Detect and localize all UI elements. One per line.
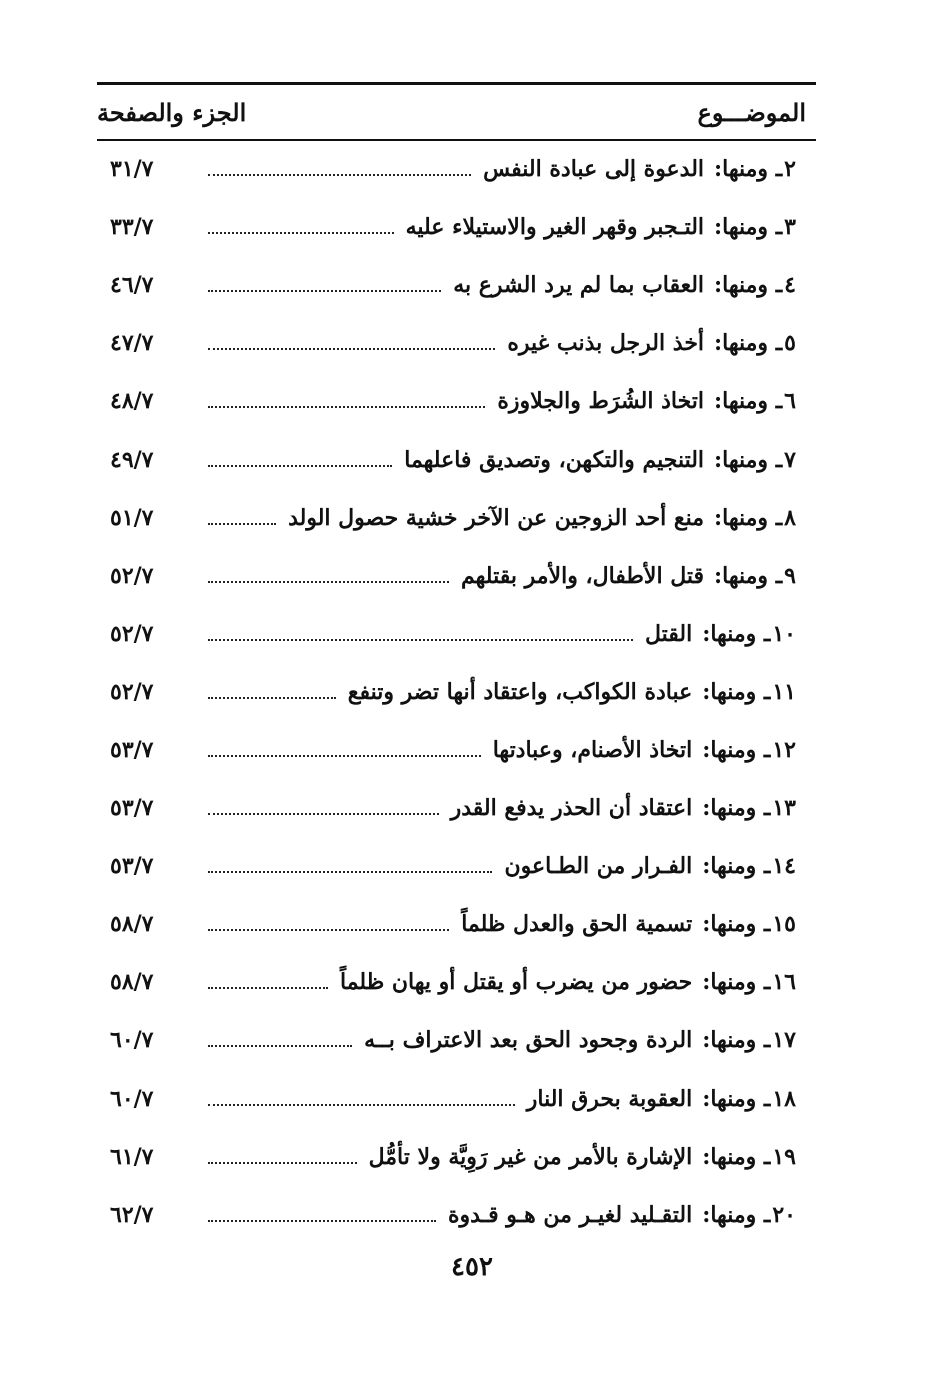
toc-entry bbox=[110, 372, 796, 430]
dot-leader bbox=[208, 755, 481, 757]
entry-title: الدعوة إلى عبادة النفس bbox=[483, 156, 705, 183]
entry-title: القتل bbox=[644, 620, 693, 647]
entry-reference: ٦٠/٧ bbox=[110, 1085, 154, 1112]
entry-lead: ـ ومنها: bbox=[702, 795, 771, 822]
entry-reference: ٥٢/٧ bbox=[110, 562, 154, 589]
entry-title: منع أحد الزوجين عن الآخر خشية حصول الولد bbox=[288, 504, 705, 531]
entry-number: ٥ bbox=[784, 330, 796, 357]
toc-entry bbox=[110, 430, 796, 488]
entry-title: الفـرار من الطـاعون bbox=[504, 853, 693, 880]
entry-lead: ـ ومنها: bbox=[702, 736, 771, 763]
entry-reference: ٤٨/٧ bbox=[110, 388, 154, 415]
entry-number: ٣ bbox=[784, 214, 796, 241]
toc-entry bbox=[110, 489, 796, 547]
header-top-rule bbox=[97, 82, 816, 85]
entry-title: حضور من يضرب أو يقتل أو يهان ظلماً bbox=[340, 969, 693, 996]
entry-lead: ـ ومنها: bbox=[714, 156, 783, 183]
entry-title: التنجيم والتكهن، وتصديق فاعلهما bbox=[404, 446, 705, 473]
dot-leader bbox=[208, 581, 449, 583]
entry-lead: ـ ومنها: bbox=[714, 562, 783, 589]
entry-lead: ـ ومنها: bbox=[702, 853, 771, 880]
dot-leader bbox=[208, 232, 394, 234]
entry-reference: ٥٣/٧ bbox=[110, 853, 154, 880]
entry-lead: ـ ومنها: bbox=[702, 1027, 771, 1054]
entry-lead: ـ ومنها: bbox=[702, 620, 771, 647]
entry-reference: ٥٣/٧ bbox=[110, 736, 154, 763]
entry-title: العقوبة بحرق النار bbox=[526, 1085, 693, 1112]
toc-entry bbox=[110, 721, 796, 779]
entry-lead: ـ ومنها: bbox=[714, 330, 783, 357]
dot-leader bbox=[208, 639, 633, 641]
entry-number: ٩ bbox=[784, 562, 796, 589]
entry-reference: ٤٩/٧ bbox=[110, 446, 154, 473]
entry-title: اتخاذ الأصنام، وعبادتها bbox=[492, 736, 693, 763]
toc-entry bbox=[110, 256, 796, 314]
toc-entry bbox=[110, 547, 796, 605]
entry-title: عبادة الكواكب، واعتقاد أنها تضر وتنفع bbox=[347, 678, 693, 705]
dot-leader bbox=[208, 290, 441, 292]
toc-entry bbox=[110, 953, 796, 1011]
entry-title: قتل الأطفال، والأمر بقتلهم bbox=[461, 562, 705, 589]
entry-lead: ـ ومنها: bbox=[714, 388, 783, 415]
entry-reference: ٣٣/٧ bbox=[110, 214, 154, 241]
entry-title: أخذ الرجل بذنب غيره bbox=[507, 330, 705, 357]
entry-number: ١٨ bbox=[772, 1085, 796, 1112]
reference-column-heading: الجزء والصفحة bbox=[97, 97, 247, 127]
entry-lead: ـ ومنها: bbox=[702, 1201, 771, 1228]
dot-leader bbox=[208, 1104, 515, 1106]
dot-leader bbox=[208, 697, 336, 699]
entry-number: ١٢ bbox=[772, 736, 796, 763]
entry-title: اتخاذ الشُرَط والجلاوزة bbox=[497, 388, 705, 415]
entry-title: التقـليد لغيـر من هـو قـدوة bbox=[447, 1201, 693, 1228]
entry-number: ٦ bbox=[784, 388, 796, 415]
entry-title: تسمية الحق والعدل ظلماً bbox=[461, 911, 693, 938]
table-header bbox=[97, 88, 816, 136]
entry-number: ٢٠ bbox=[772, 1201, 796, 1228]
toc-entry bbox=[110, 837, 796, 895]
page-number: ٤٥٢ bbox=[451, 1252, 493, 1282]
entry-reference: ٣١/٧ bbox=[110, 156, 154, 183]
entry-reference: ٦٠/٧ bbox=[110, 1027, 154, 1054]
entry-number: ٨ bbox=[784, 504, 796, 531]
entry-number: ١٥ bbox=[772, 911, 796, 938]
dot-leader bbox=[208, 1162, 357, 1164]
dot-leader bbox=[208, 1045, 352, 1047]
toc-entry bbox=[110, 314, 796, 372]
dot-leader bbox=[208, 174, 471, 176]
entry-reference: ٥١/٧ bbox=[110, 504, 154, 531]
dot-leader bbox=[208, 987, 328, 989]
toc-entry bbox=[110, 663, 796, 721]
entry-lead: ـ ومنها: bbox=[702, 1085, 771, 1112]
toc-entry bbox=[110, 1011, 796, 1069]
table-of-contents bbox=[110, 140, 796, 1244]
toc-entry bbox=[110, 198, 796, 256]
entry-title: الردة وجحود الحق بعد الاعتراف بــه bbox=[364, 1027, 693, 1054]
dot-leader bbox=[208, 1220, 436, 1222]
entry-reference: ٥٨/٧ bbox=[110, 911, 154, 938]
dot-leader bbox=[208, 929, 449, 931]
entry-title: التـجبر وقهر الغير والاستيلاء عليه bbox=[405, 214, 705, 241]
dot-leader bbox=[208, 406, 485, 408]
entry-title: الإشارة بالأمر من غير رَوِيَّة ولا تأمُّل bbox=[368, 1143, 693, 1170]
entry-reference: ٥٢/٧ bbox=[110, 620, 154, 647]
entry-number: ١٩ bbox=[772, 1143, 796, 1170]
entry-lead: ـ ومنها: bbox=[714, 446, 783, 473]
toc-entry bbox=[110, 779, 796, 837]
entry-lead: ـ ومنها: bbox=[702, 911, 771, 938]
entry-lead: ـ ومنها: bbox=[714, 504, 783, 531]
entry-number: ١١ bbox=[772, 678, 796, 705]
entry-reference: ٦١/٧ bbox=[110, 1143, 154, 1170]
toc-entry bbox=[110, 895, 796, 953]
dot-leader bbox=[208, 348, 495, 350]
entry-lead: ـ ومنها: bbox=[714, 214, 783, 241]
entry-number: ٤ bbox=[784, 272, 796, 299]
entry-reference: ٥٨/٧ bbox=[110, 969, 154, 996]
entry-title: العقاب بما لم يرد الشرع به bbox=[453, 272, 705, 299]
toc-entry bbox=[110, 1186, 796, 1244]
entry-lead: ـ ومنها: bbox=[702, 1143, 771, 1170]
entry-number: ٧ bbox=[784, 446, 796, 473]
toc-entry bbox=[110, 1128, 796, 1186]
entry-number: ١٦ bbox=[772, 969, 796, 996]
entry-number: ١٧ bbox=[772, 1027, 796, 1054]
entry-reference: ٤٦/٧ bbox=[110, 272, 154, 299]
entry-number: ١٠ bbox=[772, 620, 796, 647]
toc-entry bbox=[110, 140, 796, 198]
entry-lead: ـ ومنها: bbox=[702, 678, 771, 705]
entry-lead: ـ ومنها: bbox=[702, 969, 771, 996]
entry-number: ١٣ bbox=[772, 795, 796, 822]
entry-reference: ٥٣/٧ bbox=[110, 795, 154, 822]
entry-number: ٢ bbox=[784, 156, 796, 183]
topic-column-heading: الموضـــوع bbox=[697, 97, 806, 127]
entry-lead: ـ ومنها: bbox=[714, 272, 783, 299]
toc-entry bbox=[110, 1070, 796, 1128]
entry-reference: ٥٢/٧ bbox=[110, 678, 154, 705]
dot-leader bbox=[208, 871, 492, 873]
dot-leader bbox=[208, 523, 276, 525]
toc-entry bbox=[110, 605, 796, 663]
entry-number: ١٤ bbox=[772, 853, 796, 880]
dot-leader bbox=[208, 813, 439, 815]
entry-title: اعتقاد أن الحذر يدفع القدر bbox=[450, 795, 693, 822]
entry-reference: ٤٧/٧ bbox=[110, 330, 154, 357]
dot-leader bbox=[208, 465, 392, 467]
entry-reference: ٦٢/٧ bbox=[110, 1201, 154, 1228]
